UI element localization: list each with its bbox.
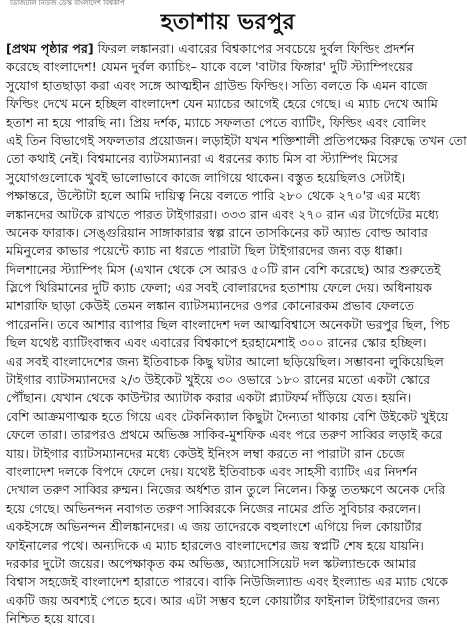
article-line: অনেক ফারাক। সেঙ্গুরিয়ান সাঙ্গাকারার স্বল্প রানে তাসকিনের কট অ্যান্ড বোল্ড আবার (6, 224, 428, 240)
article-line: পৌঁছান। যেখান থেকে কাউন্টার অ্যাটাক করার একটা প্ল্যাটফর্ম দাঁড়িয়ে যেত। হয়নি। (6, 390, 412, 406)
article-line: টাইগার ব্যাটসম্যানদের ২/৩ উইকেট খুইয়ে ৩০ ওভারে ১৮০ রানের মতো একটা স্কোরে (6, 372, 431, 388)
article-line: করেছে বাংলাদেশ! যেমন দুর্বল ক্যাচিং– যাকে বলে 'বাটার ফিঙ্গার' দুটি স্ট্যাম্পিংয়ের (6, 59, 413, 75)
article-line: তো কথাই নেই। বিশ্বমানের ব্যাটসম্যানরা এ ধরনের ক্যাচ মিস বা স্ট্যাম্পিং মিসের (6, 151, 398, 167)
article-line: এর সবই বাংলাদেশের জন্য ইতিবাচক কিছু ঘটার আলো ছড়িয়েছিল। সম্ভাবনা লুকিয়েছিল (6, 353, 444, 369)
article-line: ফাইনালের পথে। অন্যদিকে এ ম্যাচ হারলেও বাংলাদেশের জয় স্বপ্নটি শেষ হয়ে যায়নি। (6, 537, 424, 553)
article-line: স্লিপে থিরিমানের দুটি ক্যাচ ফেলা; এর সবই বোলারদের হতাশায় ফেলে দেয়। অধিনায়ক (6, 280, 432, 296)
article-line: একইসঙ্গে অভিনন্দন শ্রীলঙ্কানদের। এ জয় তাদেরকে বহুলাংশে এগিয়ে দিল কোয়ার্টার (6, 519, 422, 535)
article-line: হয়ে গেছে। অভিনন্দন নবাগত তরুণ সাব্বিরকে নিজের নামের প্রতি সুবিচার করলেন। (6, 500, 421, 516)
article-line: একটি জয় অবশ্যই পেতে হবে। আর এটা সম্ভব হলে কোয়ার্টার ফাইনাল টাইগারদের জন্য (6, 592, 440, 608)
article-line: হতাশ না হয়ে পারছি না। প্রিয় দর্শক, ম্যাচে সফলতা পেতে ব্যাটিং, ফিল্ডিং এবং বোলিং (6, 114, 427, 130)
article-line: ছিল যথেষ্ট ব্যাটিংবান্ধব এবং এবারের বিশ্বকাপে হরহামেশাই ৩০০ রানের স্কোর হচ্ছিল। (6, 335, 427, 351)
article-line: মমিনুলের কাভার পয়েন্টে ক্যাচ না ধরতে পারাটা ছিল টাইগারদের জন্য বড় ধাক্কা। (6, 243, 403, 259)
article-line: দেখাল তরুণ সাব্বির রুম্মন। নিজের অর্ধশত রান তুলে নিলেন। কিন্তু ততক্ষণে অনেক দেরি (6, 482, 446, 498)
article-line: দিলশানের স্ট্যাম্পিং মিস (এখান থেকে সে আরও ৫০টি রান বেশি করেছে) আর শুরুতেই (6, 261, 441, 277)
article-line: সুযোগগুলোকে খুবই ভালোভাবে কাজে লাগিয়ে থাকেন। বস্তুত হয়েছিলও সেটাই। (6, 169, 406, 185)
article-line: পক্ষান্তরে, উল্টোটা হলে আমি দায়িত্ব নিয়ে বলতে পারি ২৮০ থেকে ২৭০'র এর মধ্যে (6, 188, 421, 204)
article-line: ফিল্ডিং দেখে মনে হচ্ছিল বাংলাদেশ যেন ম্যাচের আগেই হেরে গেছে। এ ম্যাচ দেখে আমি (6, 96, 438, 112)
article-line: লঙ্কানদের আটকে রাখতে পারত টাইগাররা। ৩৩৩ রান এবং ২৭০ রান এর টার্গেটের মধ্যে (6, 206, 439, 222)
article-line: বাংলাদেশ দলকে বিপদে ফেলে দেয়। যথেষ্ট ইতিবাচক এবং সাহসী ব্যাটিং এর নিদর্শন (6, 463, 418, 479)
cropped-header-strip: ডিজিটাল নিউজ ডেস্ক বাংলাদেশ বিশ্বকাপ (10, 0, 125, 7)
article-headline: হতাশায় ভরপুর (160, 10, 296, 35)
article-body (6, 40, 467, 627)
article-line-text: ফিরল লঙ্কানরা। এবারের বিশ্বকাপের সবচেয়ে দুর্বল ফিল্ডিং প্রদর্শন (93, 41, 415, 56)
article-line: এই তিন বিভাগেই সফলতার প্রয়োজন। লড়াইটা যখন শক্তিশালী প্রতিপক্ষের বিরুদ্ধে তখন তো (6, 132, 467, 148)
article-line: মাশরাফি ছাড়া কেউই তেমন লঙ্কান ব্যাটসম্যানদের ওপর কোনোরকম প্রভাব ফেলতে (6, 298, 415, 314)
continuation-tag: [প্রথম পৃষ্ঠার পর] (6, 41, 94, 56)
article-line: ফেলে তারা। তারপরও প্রথমে অভিজ্ঞ সাকিব-মুশফিক এবং পরে তরুণ সাব্বির লড়াই করে (6, 427, 443, 443)
article-line (6, 40, 452, 58)
article-line: বিশ্বাস সহজেই বাংলাদেশ হারাতে পারবে। বাকি নিউজিল্যান্ড এবং ইংল্যান্ড এর ম্যাচ থেকে (6, 574, 449, 590)
article-line: সুযোগ হাতছাড়া করা এবং সঙ্গে আত্মহীন গ্রাউন্ড ফিল্ডিং। সত্যি বলতে কি এমন বাজে (6, 77, 428, 93)
article-line: দরকার দুটো জয়ের। অপেক্ষাকৃত কম অভিজ্ঞ, অ্যাসোসিয়েট দল স্কটল্যান্ডকে আমার (6, 555, 417, 571)
article-line: পারেননি। তবে আশার ব্যাপার ছিল বাংলাদেশ দল আত্মবিশ্বাসে অনেকটা ভরপুর ছিল, পিচ (6, 316, 450, 332)
article-line: যায়। টাইগার ব্যাটসম্যানদের মধ্যে কেউই ইনিংস লম্বা করতে না পারাটা রান চেজে (6, 445, 405, 461)
article-line: বেশি আক্রমণাত্মক হতে গিয়ে এবং টেকনিক্যাল কিছুটা দৈন্যতা থাকায় বেশি উইকেট খুইয়ে (6, 408, 449, 424)
article-line: নিশ্চিত হয়ে যাবে। (6, 611, 95, 627)
